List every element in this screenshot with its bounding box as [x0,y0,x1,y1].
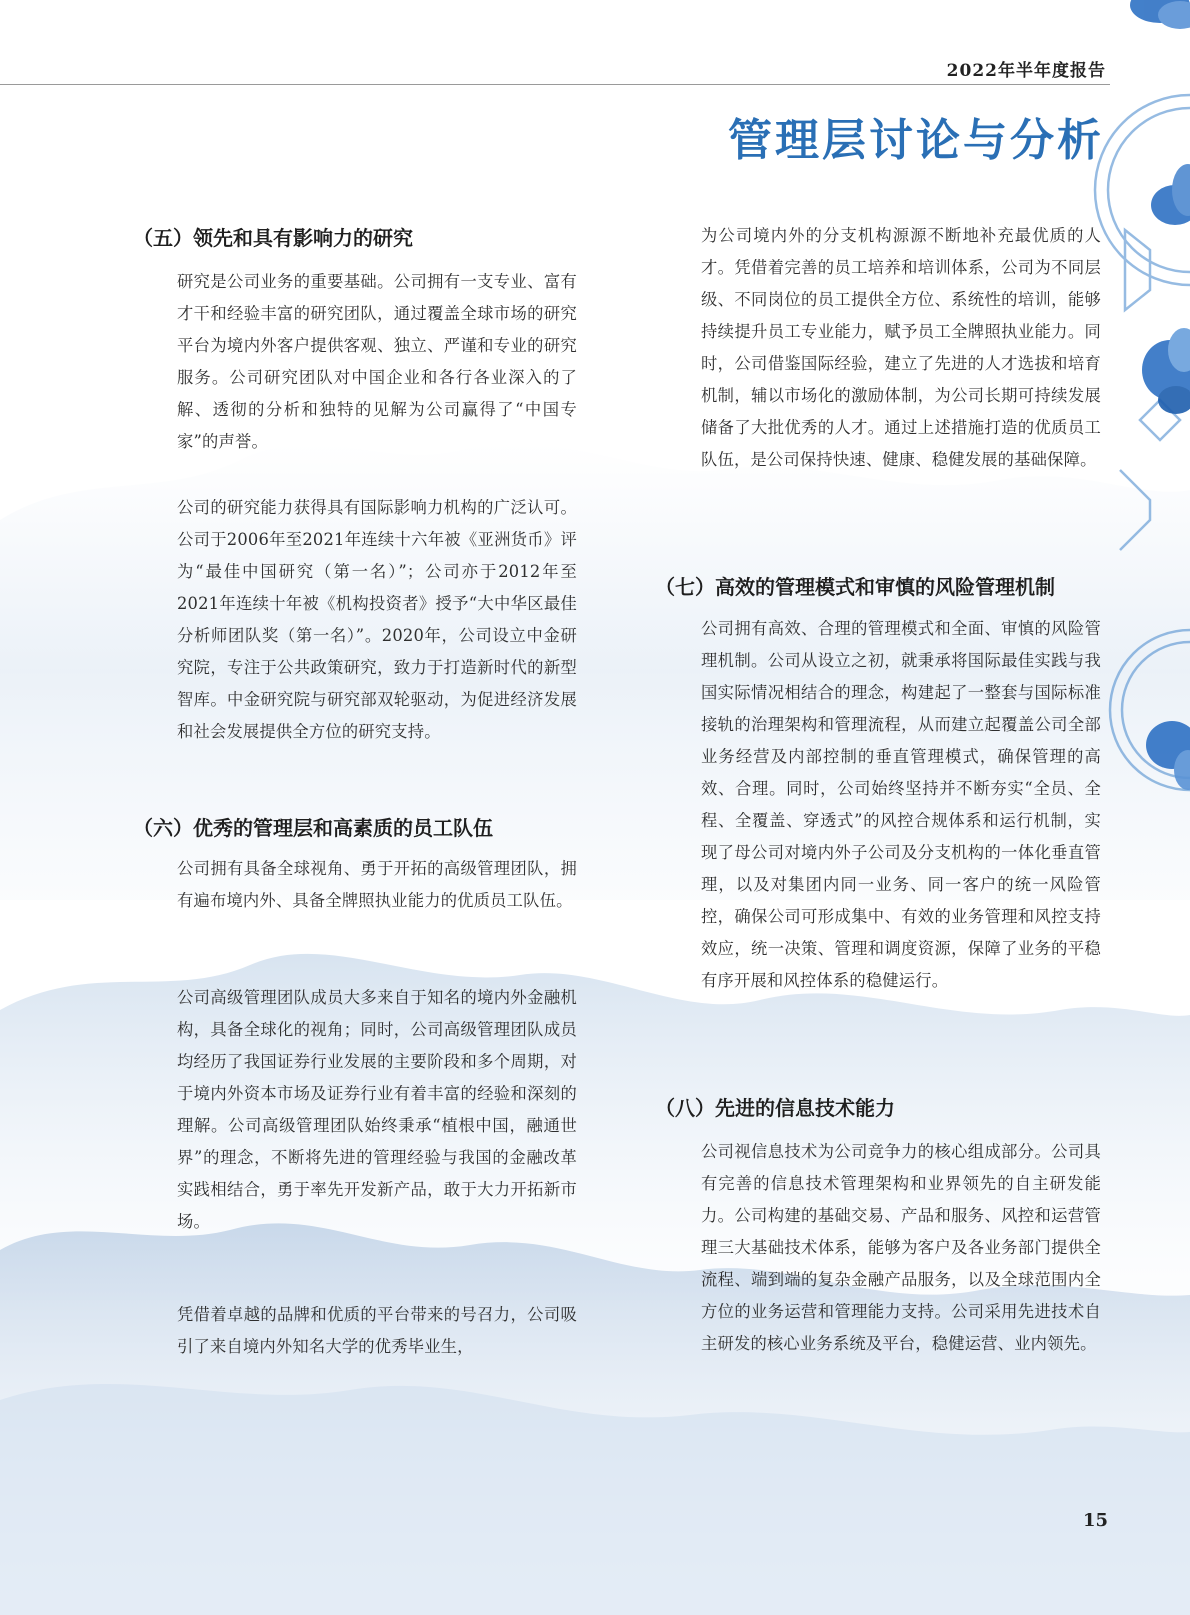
section-7-paragraph-1: 公司拥有高效、合理的管理模式和全面、审慎的风险管理机制。公司从设立之初，就秉承将国际最佳实践与我国实际情况相结合的理念，构建起了一整套与国际标准接轨的治理架构和管理流程，从而建立起覆盖公司全部业务经营及内部控制的垂直管理模式，确保管理的高效、合理。同时，公司始终坚持并不断夯实“全员、全程、全覆盖、穿透式”的风控合规体系和运行机制，实现了母公司对境内外子公司及分支机构的一体化垂直管理，以及对集团内同一业务、同一客户的统一风险管控，确保公司可形成集中、有效的业务管理和风控支持效应，统一决策、管理和调度资源，保障了业务的平稳有序开展和风控体系的稳健运行。 [701,619,1101,990]
header-divider [0,84,1110,85]
section-5-paragraph-1: 研究是公司业务的重要基础。公司拥有一支专业、富有才干和经验丰富的研究团队，通过覆盖全球市场的研究平台为境内外客户提供客观、独立、严谨和专业的研究服务。公司研究团队对中国企业和各行各业深入的了解、透彻的分析和独特的见解为公司赢得了“中国专家”的声誉。 [177,272,577,451]
section-8-paragraph-1: 公司视信息技术为公司竞争力的核心组成部分。公司具有完善的信息技术管理架构和业界领先的自主研发能力。公司构建的基础交易、产品和服务、风控和运营管理三大基础技术体系，能够为客户及各业务部门提供全流程、端到端的复杂金融产品服务，以及全球范围内全方位的业务运营和管理能力支持。公司采用先进技术自主研发的核心业务系统及平台，稳健运营、业内领先。 [701,1142,1101,1353]
section-6-title: （六）优秀的管理层和高素质的员工队伍 [133,816,493,840]
section-8-title: （八）先进的信息技术能力 [655,1096,895,1120]
report-title: 2022年半年度报告 [946,61,1106,81]
page-number: 15 [1082,1510,1108,1531]
section-5-paragraph-2: 公司的研究能力获得具有国际影响力机构的广泛认可。公司于2006年至2021年连续十六年被《亚洲货币》评为“最佳中国研究（第一名）”；公司亦于2012年至2021年连续十年被《机构投资者》授予“大中华区最佳分析师团队奖（第一名）”。2020年，公司设立中金研究院，专注于公共政策研究，致力于打造新时代的新型智库。中金研究院与研究部双轮驱动，为促进经济发展和社会发展提供全方位的研究支持。 [177,498,577,741]
page-heading: 管理层讨论与分析 [728,115,1104,166]
section-5-title: （五）领先和具有影响力的研究 [133,226,413,250]
section-7-title: （七）高效的管理模式和审慎的风险管理机制 [655,575,1055,599]
section-6-continuation: 为公司境内外的分支机构源源不断地补充最优质的人才。凭借着完善的员工培养和培训体系，公司为不同层级、不同岗位的员工提供全方位、系统性的培训，能够持续提升员工专业能力，赋予员工全牌照执业能力。同时，公司借鉴国际经验，建立了先进的人才选拔和培育机制，辅以市场化的激励体制，为公司长期可持续发展储备了大批优秀的人才。通过上述措施打造的优质员工队伍，是公司保持快速、健康、稳健发展的基础保障。 [701,226,1101,469]
section-6-paragraph-3: 凭借着卓越的品牌和优质的平台带来的号召力，公司吸引了来自境内外知名大学的优秀毕业生， [177,1305,577,1356]
section-6-paragraph-2: 公司高级管理团队成员大多来自于知名的境内外金融机构，具备全球化的视角；同时，公司高级管理团队成员均经历了我国证券行业发展的主要阶段和多个周期，对于境内外资本市场及证券行业有着丰富的经验和深刻的理解。公司高级管理团队始终秉承“植根中国，融通世界”的理念，不断将先进的管理经验与我国的金融改革实践相结合，勇于率先开发新产品，敢于大力开拓新市场。 [177,988,577,1231]
section-6-paragraph-1: 公司拥有具备全球视角、勇于开拓的高级管理团队，拥有遍布境内外、具备全牌照执业能力的优质员工队伍。 [177,859,577,910]
